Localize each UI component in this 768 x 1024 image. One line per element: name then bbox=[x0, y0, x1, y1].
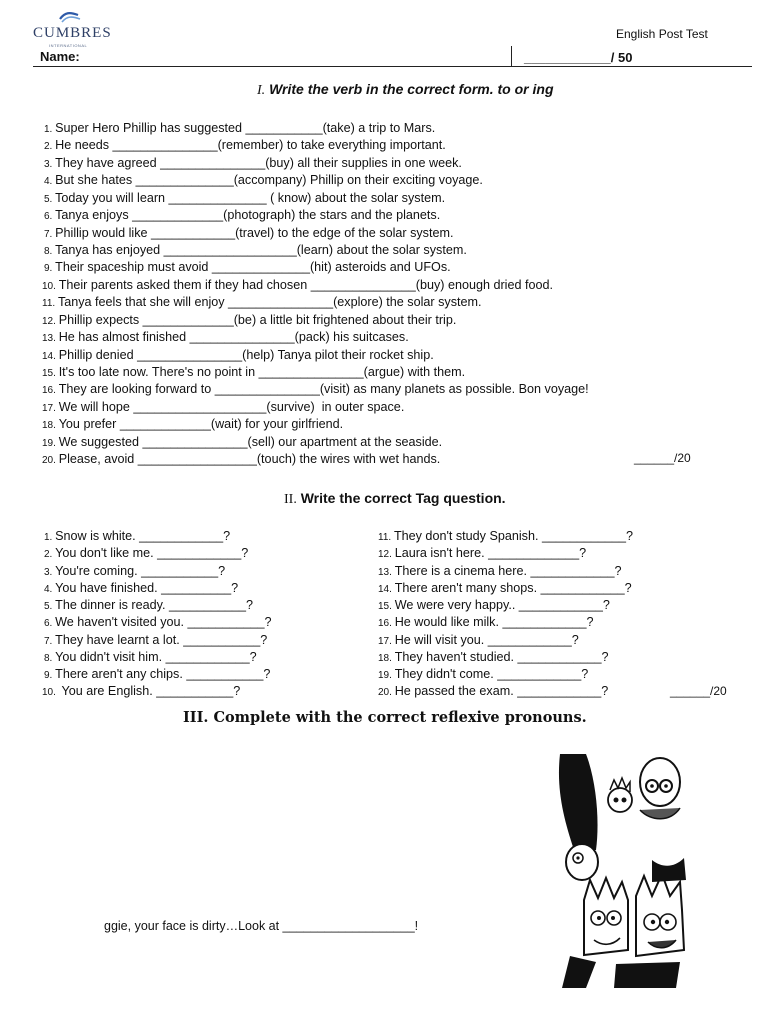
question-5 bbox=[44, 190, 445, 208]
question-text: You don't like me. ____________? bbox=[55, 546, 249, 561]
tag-question-10 bbox=[42, 683, 240, 701]
question-number: 10. bbox=[42, 687, 62, 699]
cartoon-family-image bbox=[556, 750, 690, 988]
section-1-roman: I. bbox=[257, 83, 266, 98]
question-number: 16. bbox=[378, 618, 395, 630]
question-text: We suggested _______________(sell) our apartment at the seaside. bbox=[58, 434, 443, 449]
question-10 bbox=[42, 277, 553, 295]
tag-question-19 bbox=[378, 666, 588, 684]
question-number: 16. bbox=[42, 385, 59, 397]
test-title: English Post Test bbox=[616, 27, 708, 41]
question-number: 8. bbox=[44, 246, 56, 257]
question-text: We will hope ___________________(survive) in outer space. bbox=[58, 399, 405, 414]
tag-question-15 bbox=[378, 597, 610, 615]
question-number: 15. bbox=[378, 601, 395, 612]
question-number: 5. bbox=[44, 193, 56, 205]
question-number: 1. bbox=[44, 124, 56, 135]
question-text: We were very happy.. ____________? bbox=[394, 598, 610, 612]
logo-waves-icon bbox=[58, 10, 82, 24]
section-2-heading bbox=[284, 490, 506, 508]
tag-question-1 bbox=[44, 528, 230, 546]
question-number: 14. bbox=[378, 583, 395, 595]
question-number: 7. bbox=[44, 635, 56, 647]
section-1-heading bbox=[257, 81, 554, 99]
section-2-score: ______/20 bbox=[670, 684, 727, 698]
question-number: 18. bbox=[378, 652, 395, 664]
name-label: Name: bbox=[40, 49, 80, 64]
tag-question-20 bbox=[378, 683, 608, 701]
question-number: 18. bbox=[42, 420, 59, 432]
question-number: 3. bbox=[44, 158, 56, 170]
tag-question-14 bbox=[378, 580, 632, 598]
question-text: Laura isn't here. _____________? bbox=[394, 546, 587, 561]
section-3-heading: III. Complete with the correct reflexive pronouns. bbox=[183, 709, 587, 726]
question-number: 1. bbox=[44, 532, 56, 543]
question-text: Today you will learn ______________ ( know) about the solar system. bbox=[55, 190, 446, 205]
tag-question-18 bbox=[378, 649, 609, 667]
tag-question-2 bbox=[44, 545, 248, 563]
question-9 bbox=[44, 259, 451, 277]
question-14 bbox=[42, 347, 434, 365]
question-8 bbox=[44, 242, 467, 260]
question-number: 2. bbox=[44, 549, 56, 561]
question-text: Phillip would like ____________(travel) to the edge of the solar system. bbox=[55, 225, 454, 240]
tag-question-12 bbox=[378, 545, 586, 563]
question-number: 11. bbox=[42, 298, 58, 310]
question-number: 12. bbox=[378, 549, 395, 561]
section-2-title: Write the correct Tag question. bbox=[300, 490, 506, 506]
question-number: 5. bbox=[44, 601, 56, 612]
question-text: He needs _______________(remember) to take everything important. bbox=[55, 138, 446, 153]
question-text: They don't study Spanish. ____________? bbox=[393, 529, 634, 543]
question-number: 14. bbox=[42, 350, 59, 362]
question-text: They have learnt a lot. ___________? bbox=[55, 632, 268, 647]
section-2-roman: II. bbox=[284, 492, 297, 507]
question-text: He would like milk. ____________? bbox=[394, 615, 594, 630]
question-text: They didn't come. ____________? bbox=[394, 667, 589, 681]
question-number: 20. bbox=[378, 687, 395, 699]
question-16 bbox=[42, 381, 589, 399]
question-text: You prefer _____________(wait) for your girlfriend. bbox=[58, 417, 344, 432]
question-text: Please, avoid _________________(touch) the wires with wet hands. bbox=[58, 452, 441, 467]
question-15 bbox=[42, 364, 465, 382]
question-number: 9. bbox=[44, 263, 56, 275]
question-number: 10. bbox=[42, 280, 59, 292]
tag-question-5 bbox=[44, 597, 253, 615]
question-text: They haven't studied. ____________? bbox=[394, 649, 609, 664]
question-20 bbox=[42, 451, 440, 469]
question-number: 19. bbox=[42, 437, 59, 449]
question-text: You have finished. __________? bbox=[55, 580, 239, 595]
question-text: Phillip expects _____________(be) a little bit frightened about their trip. bbox=[58, 312, 457, 327]
question-text: He will visit you. ____________? bbox=[394, 632, 579, 647]
tag-question-13 bbox=[378, 563, 622, 581]
question-text: Phillip denied _______________(help) Tanya pilot their rocket ship. bbox=[58, 347, 434, 362]
question-13 bbox=[42, 329, 409, 347]
question-text: Snow is white. ____________? bbox=[55, 529, 231, 543]
question-text: We haven't visited you. ___________? bbox=[55, 615, 272, 630]
question-6 bbox=[44, 207, 440, 225]
section-3-partial-item: ggie, your face is dirty…Look at ___________________! bbox=[104, 919, 419, 933]
question-number: 8. bbox=[44, 652, 56, 664]
question-text: But she hates ______________(accompany) Phillip on their exciting voyage. bbox=[55, 173, 483, 188]
question-text: You are English. ___________? bbox=[61, 684, 241, 699]
question-18 bbox=[42, 416, 343, 434]
question-text: Their spaceship must avoid ______________(hit) asteroids and UFOs. bbox=[55, 260, 451, 275]
question-17 bbox=[42, 399, 404, 417]
question-text: It's too late now. There's no point in _______________(argue) with them. bbox=[58, 365, 466, 380]
question-text: Tanya has enjoyed ___________________(learn) about the solar system. bbox=[55, 243, 467, 257]
question-number: 17. bbox=[378, 635, 395, 647]
question-number: 17. bbox=[42, 402, 59, 414]
question-number: 3. bbox=[44, 566, 56, 578]
question-number: 4. bbox=[44, 176, 56, 188]
section-1-title: Write the verb in the correct form. to or ing bbox=[269, 81, 554, 97]
tag-question-11 bbox=[378, 528, 633, 546]
question-7 bbox=[44, 225, 453, 243]
question-number: 4. bbox=[44, 583, 56, 595]
question-number: 19. bbox=[378, 670, 395, 681]
section-1-score: ______/20 bbox=[634, 451, 691, 465]
tag-question-17 bbox=[378, 632, 579, 650]
question-text: Tanya feels that she will enjoy _______________(explore) the solar system. bbox=[57, 295, 482, 310]
question-number: 13. bbox=[42, 333, 59, 345]
question-text: The dinner is ready. ___________? bbox=[55, 598, 254, 612]
question-number: 7. bbox=[44, 228, 56, 240]
question-text: He passed the exam. ____________? bbox=[394, 684, 609, 699]
header-divider-vertical bbox=[511, 46, 512, 66]
question-number: 20. bbox=[42, 455, 59, 467]
tag-question-4 bbox=[44, 580, 238, 598]
question-text: They have agreed _______________(buy) all their supplies in one week. bbox=[55, 155, 462, 170]
school-logo bbox=[33, 10, 112, 48]
question-12 bbox=[42, 312, 456, 330]
tag-question-9 bbox=[44, 666, 270, 684]
question-1 bbox=[44, 120, 435, 138]
logo-subtext: INTERNATIONAL bbox=[49, 43, 88, 48]
question-2 bbox=[44, 137, 446, 155]
question-number: 15. bbox=[42, 368, 59, 380]
question-11 bbox=[42, 294, 481, 312]
question-text: There aren't any chips. ___________? bbox=[55, 667, 271, 681]
question-3 bbox=[44, 155, 462, 173]
question-text: You didn't visit him. ____________? bbox=[55, 649, 257, 664]
question-number: 6. bbox=[44, 211, 56, 223]
question-text: Super Hero Phillip has suggested ___________(take) a trip to Mars. bbox=[55, 121, 436, 135]
question-number: 12. bbox=[42, 315, 59, 327]
question-text: Tanya enjoys _____________(photograph) the stars and the planets. bbox=[55, 208, 441, 223]
header-divider bbox=[33, 66, 752, 67]
total-score-blank: ____________/ 50 bbox=[524, 50, 633, 65]
question-text: They are looking forward to _______________(visit) as many planets as possible. Bon voyage! bbox=[58, 382, 589, 397]
question-text: There aren't many shops. ____________? bbox=[394, 580, 632, 595]
question-4 bbox=[44, 172, 483, 190]
tag-question-16 bbox=[378, 614, 594, 632]
tag-question-6 bbox=[44, 614, 272, 632]
question-19 bbox=[42, 434, 442, 452]
question-number: 6. bbox=[44, 618, 56, 630]
question-text: Their parents asked them if they had chosen _______________(buy) enough dried food. bbox=[58, 277, 553, 292]
question-text: You're coming. ___________? bbox=[55, 563, 226, 578]
tag-question-8 bbox=[44, 649, 257, 667]
tag-question-7 bbox=[44, 632, 267, 650]
question-number: 9. bbox=[44, 670, 56, 681]
question-number: 2. bbox=[44, 141, 56, 153]
question-text: There is a cinema here. ____________? bbox=[394, 563, 622, 578]
tag-question-3 bbox=[44, 563, 225, 581]
question-number: 13. bbox=[378, 566, 395, 578]
logo-text: CUMBRES bbox=[33, 25, 112, 41]
question-number: 11. bbox=[378, 532, 394, 543]
question-text: He has almost finished _______________(pack) his suitcases. bbox=[58, 330, 409, 345]
